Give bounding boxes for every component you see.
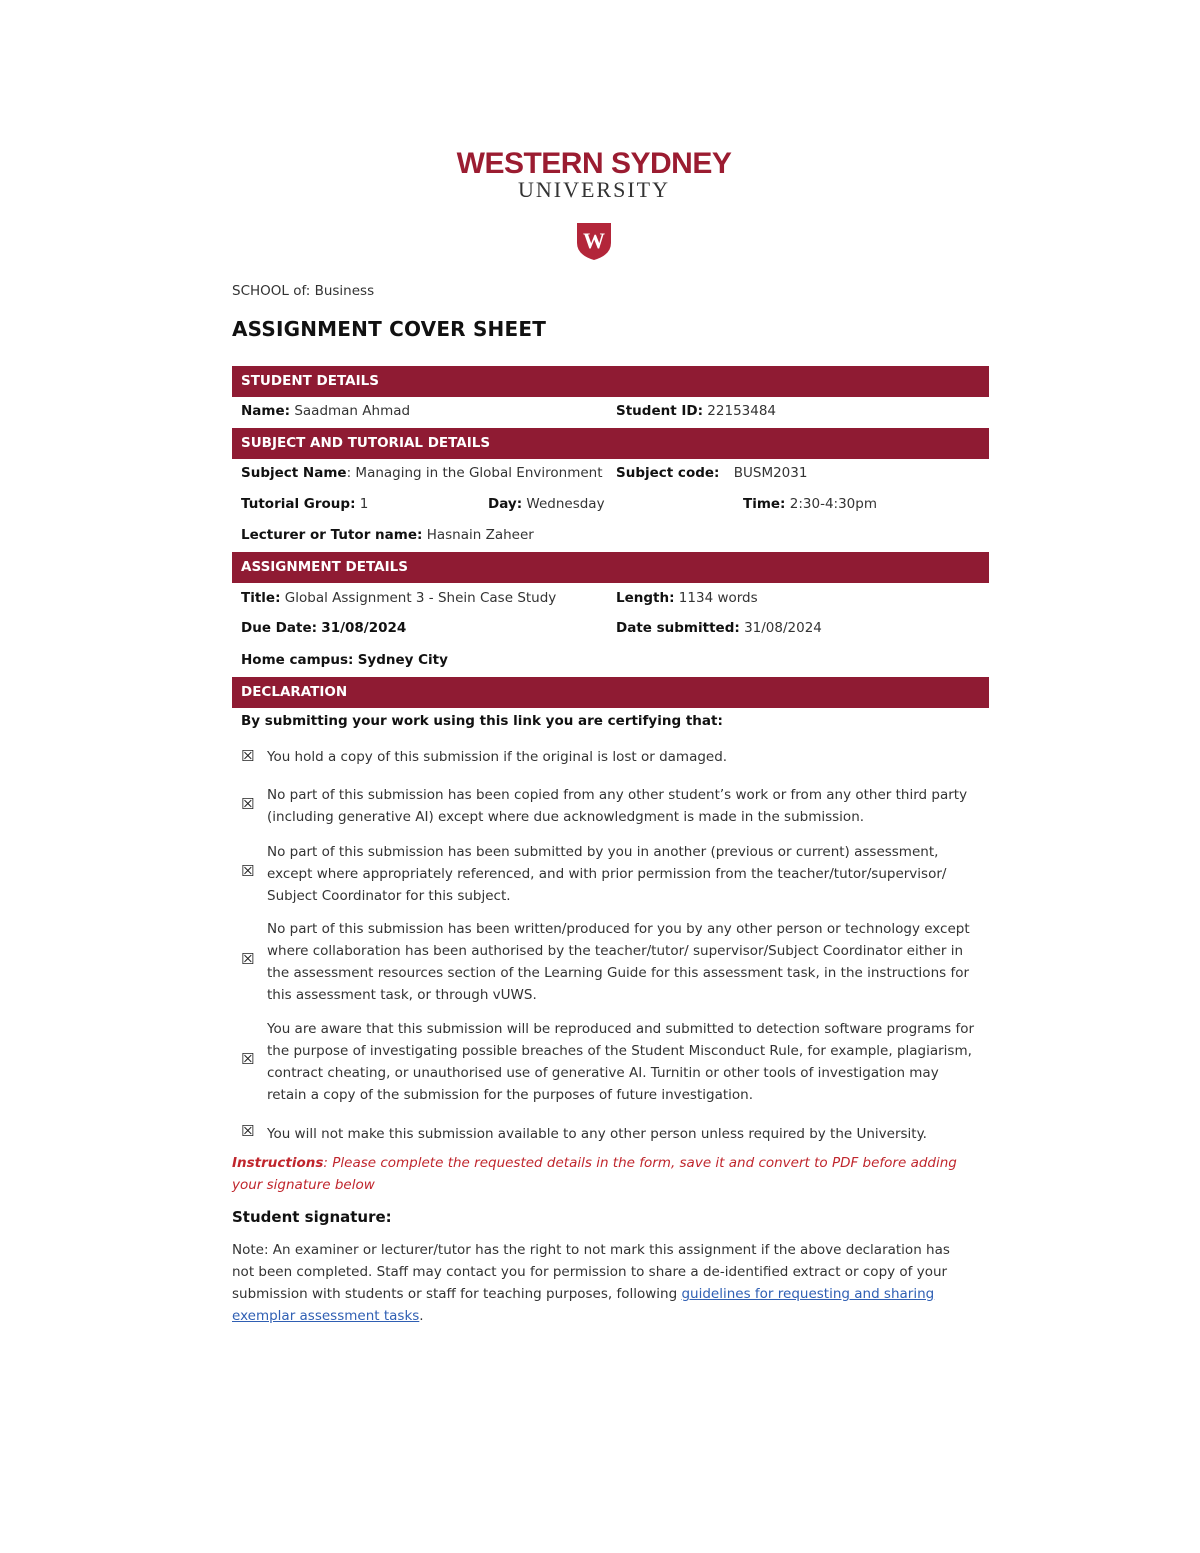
university-logo	[456, 148, 732, 266]
declaration-item-5: You are aware that this submission will be reproduced and submitted to detection software programs for the purpose of investigating possible breaches of the Student Misconduct Rule, for example, plagiarism, contract cheating, or unauthorised use of generative AI. Turnitin or other tools of investigation may retain a copy of the submission for the purposes of future investigation.	[267, 1021, 975, 1103]
date-submitted-value: 31/08/2024	[744, 620, 822, 636]
note-text	[232, 1239, 957, 1327]
student-name-value: Saadman Ahmad	[294, 403, 411, 419]
due-date-field	[241, 620, 406, 636]
school-line: SCHOOL of: Business	[232, 283, 375, 299]
date-submitted-field	[616, 620, 822, 636]
instructions-text	[232, 1152, 962, 1196]
tutorial-group-value: 1	[359, 496, 369, 512]
student-name-label: Name:	[241, 403, 291, 419]
tutorial-time-field	[743, 496, 877, 512]
assignment-length-field	[616, 590, 758, 606]
assignment-title-value: Global Assignment 3 - Shein Case Study	[284, 590, 557, 606]
student-id-field	[616, 403, 776, 419]
subject-code-value: BUSM2031	[733, 465, 808, 481]
subject-name-value: : Managing in the Global Environment	[346, 465, 603, 481]
subject-code-label: Subject code:	[616, 465, 720, 481]
note-end: .	[419, 1308, 424, 1324]
logo-wordmark-line2: UNIVERSITY	[518, 177, 670, 202]
subject-name-label: Subject Name	[241, 465, 347, 481]
declaration-checkbox-2[interactable]: ☒	[241, 795, 255, 813]
due-date-value: 31/08/2024	[321, 620, 407, 636]
section-header-declaration: DECLARATION	[232, 677, 989, 708]
date-submitted-label: Date submitted:	[616, 620, 740, 636]
declaration-item-2: No part of this submission has been copied from any other student’s work or from any other third party (including generative AI) except where due acknowledgment is made in the submission.	[267, 787, 968, 825]
home-campus-field	[241, 652, 448, 668]
student-id-value: 22153484	[707, 403, 777, 419]
home-campus-value: Sydney City	[357, 652, 448, 668]
tutorial-day-value: Wednesday	[526, 496, 605, 512]
declaration-intro: By submitting your work using this link you are certifying that:	[241, 713, 723, 729]
tutorial-group-field	[241, 496, 368, 512]
logo-wordmark-line1: WESTERN SYDNEY	[456, 147, 732, 180]
tutorial-day-label: Day:	[488, 496, 523, 512]
instructions-body: : Please complete the requested details in the form, save it and convert to PDF before adding your signature below	[232, 1155, 957, 1193]
declaration-item-1: You hold a copy of this submission if the original is lost or damaged.	[267, 749, 728, 765]
assignment-length-value: 1134 words	[678, 590, 758, 606]
student-name-field	[241, 403, 410, 419]
declaration-checkbox-6[interactable]: ☒	[241, 1122, 255, 1140]
tutorial-group-label: Tutorial Group:	[241, 496, 356, 512]
declaration-item-4: No part of this submission has been written/produced for you by any other person or technology except where collaboration has been authorised by the teacher/tutor/ supervisor/Subject Coordinator either in the assessment resources section of the Learning Guide for this assessment task, in the instructions for this assessment task, or through vUWS.	[267, 921, 970, 1003]
declaration-checkbox-5[interactable]: ☒	[241, 1050, 255, 1068]
lecturer-field	[241, 527, 534, 543]
tutorial-day-field	[488, 496, 605, 512]
assignment-title-label: Title:	[241, 590, 281, 606]
declaration-checkbox-3[interactable]: ☒	[241, 862, 255, 880]
note-body: Note: An examiner or lecturer/tutor has the right to not mark this assignment if the above declaration has not been completed. Staff may contact you for permission to share a de-identified extract or copy of your submission with students or staff for teaching purposes, following	[232, 1242, 950, 1302]
section-header-subject: SUBJECT AND TUTORIAL DETAILS	[232, 428, 989, 459]
logo-shield-mark: W	[583, 228, 605, 253]
page-title: ASSIGNMENT COVER SHEET	[232, 317, 547, 341]
exemplar-guidelines-link[interactable]: guidelines for requesting and sharing exemplar assessment tasks	[232, 1286, 935, 1324]
tutorial-time-value: 2:30-4:30pm	[789, 496, 877, 512]
assignment-length-label: Length:	[616, 590, 675, 606]
section-header-assignment: ASSIGNMENT DETAILS	[232, 552, 989, 583]
assignment-title-field	[241, 590, 556, 606]
home-campus-label: Home campus:	[241, 652, 354, 668]
section-header-student: STUDENT DETAILS	[232, 366, 989, 397]
declaration-item-6: You will not make this submission available to any other person unless required by the University.	[267, 1126, 927, 1142]
lecturer-label: Lecturer or Tutor name:	[241, 527, 423, 543]
declaration-checkbox-4[interactable]: ☒	[241, 950, 255, 968]
instructions-label: Instructions	[232, 1155, 324, 1171]
declaration-checkbox-1[interactable]: ☒	[241, 747, 255, 765]
university-shield-icon	[575, 221, 613, 261]
student-id-label: Student ID:	[616, 403, 703, 419]
student-signature-label: Student signature:	[232, 1208, 392, 1226]
lecturer-value: Hasnain Zaheer	[426, 527, 534, 543]
declaration-item-3: No part of this submission has been submitted by you in another (previous or current) assessment, except where appropriately referenced, and with prior permission from the teacher/tutor/supervisor/ Subject Coordinator for this subject.	[267, 844, 947, 904]
subject-name-field	[241, 465, 603, 481]
due-date-label: Due Date:	[241, 620, 317, 636]
tutorial-time-label: Time:	[743, 496, 786, 512]
subject-code-field	[616, 465, 807, 481]
